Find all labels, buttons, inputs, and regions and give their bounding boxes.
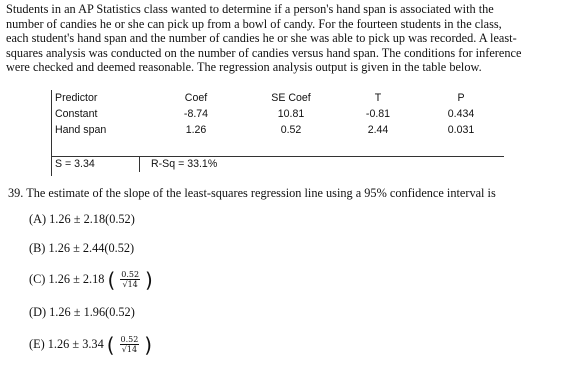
open-paren: ( xyxy=(107,268,116,292)
cell-predictor: Constant xyxy=(55,108,98,120)
cell-se-coef: 0.52 xyxy=(280,124,302,136)
cell-coef: 1.26 xyxy=(185,124,207,136)
cell-p: 0.434 xyxy=(447,108,475,120)
s-statistic: S = 3.34 xyxy=(52,157,140,172)
r-squared-statistic: R-Sq = 33.1% xyxy=(151,158,218,170)
intro-line: squares analysis was conducted on the number of candies versus hand span. The conditions for inference xyxy=(6,45,522,60)
header-coef: Coef xyxy=(184,92,208,104)
close-paren: ) xyxy=(144,268,153,292)
cell-t: -0.81 xyxy=(365,108,391,120)
open-paren: ( xyxy=(106,333,115,357)
table-divider xyxy=(52,136,504,157)
choice-label: (A) xyxy=(29,212,47,226)
answer-choice-a xyxy=(29,212,135,227)
square-root-symbol: √ xyxy=(121,345,127,354)
fraction xyxy=(120,270,140,290)
square-root-symbol: √ xyxy=(122,280,128,289)
choice-label: (E) xyxy=(29,336,45,351)
close-paren: ) xyxy=(144,333,153,357)
choice-expression: 1.26 ± 2.18 xyxy=(48,271,105,286)
choice-expression: 1.26 ± 1.96(0.52) xyxy=(49,305,135,319)
fraction xyxy=(120,335,140,355)
cell-p: 0.031 xyxy=(447,124,475,136)
answer-choice-c xyxy=(29,270,153,290)
fraction-term xyxy=(108,270,153,290)
answer-choice-b xyxy=(29,241,134,256)
choice-label: (D) xyxy=(29,305,47,319)
choice-expression: 1.26 ± 3.34 xyxy=(47,336,104,351)
question-stem: 39. The estimate of the slope of the least-squares regression line using a 95% confidence interval is xyxy=(8,186,496,200)
cell-predictor: Hand span xyxy=(55,124,107,136)
header-se-coef: SE Coef xyxy=(271,92,311,104)
fraction-denominator xyxy=(122,280,137,290)
cell-t: 2.44 xyxy=(367,124,389,136)
problem-intro xyxy=(6,2,572,75)
intro-line: were checked and deemed reasonable. The regression analysis output is given in the table below. xyxy=(6,60,482,75)
cell-coef: -8.74 xyxy=(183,108,209,120)
fraction-numerator: 0.52 xyxy=(121,270,140,279)
header-t: T xyxy=(374,92,382,104)
answer-choice-e xyxy=(29,335,152,355)
intro-line: number of candies he or she can pick up from a bowl of candy. For the fourteen students in the class, xyxy=(6,16,502,31)
radicand: 14 xyxy=(126,345,138,354)
table-header-row xyxy=(52,92,504,106)
fraction-denominator xyxy=(122,345,137,355)
intro-line: Students in an AP Statistics class wanted to determine if a person's hand span is associated with the xyxy=(6,2,494,16)
header-predictor: Predictor xyxy=(55,92,98,104)
fraction-term xyxy=(107,335,152,355)
choice-expression: 1.26 ± 2.18(0.52) xyxy=(49,212,135,226)
regression-output-table xyxy=(51,90,504,176)
choice-label: (B) xyxy=(29,241,46,255)
radicand: 14 xyxy=(127,280,138,289)
table-row xyxy=(52,108,504,122)
model-summary-row xyxy=(52,157,504,173)
answer-choice-d xyxy=(29,305,135,320)
choice-expression: 1.26 ± 2.44(0.52) xyxy=(48,241,135,255)
intro-line: each student's hand span and the number of candies he or she was able to pick up was recorded. A least- xyxy=(6,31,517,46)
header-p: P xyxy=(457,92,465,104)
cell-se-coef: 10.81 xyxy=(277,108,305,120)
fraction-numerator: 0.52 xyxy=(120,335,139,344)
choice-label: (C) xyxy=(29,271,46,286)
